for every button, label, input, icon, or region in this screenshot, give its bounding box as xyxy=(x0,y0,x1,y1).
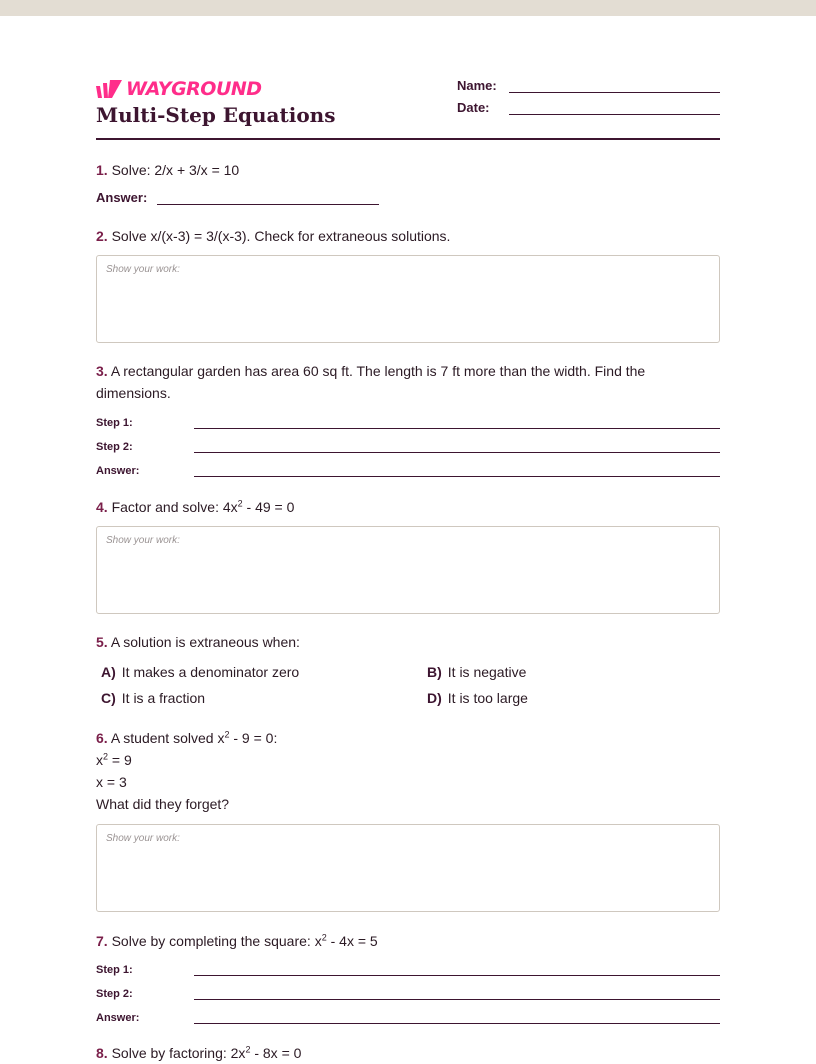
date-field[interactable] xyxy=(457,100,720,115)
question-text-end: - 9 = 0: xyxy=(229,730,278,746)
answer-line[interactable] xyxy=(157,190,379,205)
option-letter: B) xyxy=(427,664,442,680)
question-text: Solve by completing the square: x xyxy=(111,933,322,949)
step-label: Step 2: xyxy=(96,441,133,453)
question-number: 4. xyxy=(96,499,108,515)
question-4 xyxy=(96,496,720,518)
question-number: 1. xyxy=(96,162,108,178)
question-number: 3. xyxy=(96,363,108,379)
work-placeholder: Show your work: xyxy=(106,833,180,844)
name-label: Name: xyxy=(457,78,497,93)
question-number: 6. xyxy=(96,730,108,746)
option-d[interactable] xyxy=(427,690,528,706)
student-work-line-2: x = 3 xyxy=(96,774,127,790)
question-number: 5. xyxy=(96,634,108,650)
question-2 xyxy=(96,225,720,247)
question-text: A student solved x xyxy=(110,730,225,746)
step-label: Answer: xyxy=(96,465,140,477)
step-line[interactable] xyxy=(194,464,720,477)
logo-text: WAYGROUND xyxy=(126,78,262,100)
work-placeholder: Show your work: xyxy=(106,535,180,546)
q1-answer-row[interactable] xyxy=(96,190,379,205)
q3-step-2[interactable] xyxy=(96,440,720,453)
option-text: It is negative xyxy=(447,664,527,680)
option-text: It is too large xyxy=(447,690,528,706)
question-text-end: - 8x = 0 xyxy=(250,1045,302,1061)
option-text: It makes a denominator zero xyxy=(121,664,300,680)
q7-step-1[interactable] xyxy=(96,963,720,976)
name-field[interactable] xyxy=(457,78,720,93)
step-line[interactable] xyxy=(194,440,720,453)
option-text: It is a fraction xyxy=(121,690,206,706)
question-text-end: - 49 = 0 xyxy=(242,499,295,515)
exponent: 2 xyxy=(321,932,327,943)
question-number: 8. xyxy=(96,1045,108,1061)
option-letter: C) xyxy=(101,690,116,706)
exponent: 2 xyxy=(237,498,243,509)
step-line[interactable] xyxy=(194,987,720,1000)
q3-answer[interactable] xyxy=(96,464,720,477)
step-line[interactable] xyxy=(194,963,720,976)
exponent: 2 xyxy=(245,1044,251,1055)
wayground-logo-icon xyxy=(96,80,122,98)
work-placeholder: Show your work: xyxy=(106,264,180,275)
exponent: 2 xyxy=(224,729,230,740)
option-b[interactable] xyxy=(427,664,526,680)
question-prompt: What did they forget? xyxy=(96,796,230,812)
logo xyxy=(96,78,262,100)
student-work-line-1: $x^2 = 9$ xyxy=(96,751,132,768)
name-line[interactable] xyxy=(509,78,720,93)
option-a[interactable] xyxy=(101,664,299,680)
question-text-end: - 4x = 5 xyxy=(326,933,378,949)
q6-work-box[interactable] xyxy=(96,824,720,912)
question-text: A rectangular garden has area 60 sq ft. The length is 7 ft more than the width. Find the dimensions. xyxy=(96,363,646,401)
question-1 xyxy=(96,159,720,181)
option-letter: D) xyxy=(427,690,442,706)
header-divider xyxy=(96,138,720,140)
question-text: Solve by factoring: 2x xyxy=(111,1045,246,1061)
option-c[interactable] xyxy=(101,690,205,706)
step-label: Answer: xyxy=(96,1012,140,1024)
q4-work-box[interactable] xyxy=(96,526,720,614)
q2-work-box[interactable] xyxy=(96,255,720,343)
question-text: A solution is extraneous when: xyxy=(110,634,300,650)
question-5 xyxy=(96,631,720,653)
step-line[interactable] xyxy=(194,1011,720,1024)
q7-answer[interactable] xyxy=(96,1011,720,1024)
q3-step-1[interactable] xyxy=(96,416,720,429)
step-label: Step 1: xyxy=(96,964,133,976)
q7-step-2[interactable] xyxy=(96,987,720,1000)
option-letter: A) xyxy=(101,664,116,680)
date-line[interactable] xyxy=(509,100,720,115)
page-title: Multi-Step Equations xyxy=(96,103,336,127)
step-line[interactable] xyxy=(194,416,720,429)
question-number: 7. xyxy=(96,933,108,949)
question-text: Solve x/(x-3) = 3/(x-3). Check for extraneous solutions. xyxy=(111,228,451,244)
top-bar xyxy=(0,0,816,16)
answer-label: Answer: xyxy=(96,190,148,205)
question-3 xyxy=(96,360,720,404)
question-8 xyxy=(96,1042,720,1064)
question-text: Factor and solve: 4x xyxy=(111,499,238,515)
question-7 xyxy=(96,930,720,952)
question-6 xyxy=(96,727,720,815)
step-label: Step 1: xyxy=(96,417,133,429)
question-text: Solve: 2/x + 3/x = 10 xyxy=(111,162,240,178)
question-number: 2. xyxy=(96,228,108,244)
date-label: Date: xyxy=(457,100,490,115)
step-label: Step 2: xyxy=(96,988,133,1000)
